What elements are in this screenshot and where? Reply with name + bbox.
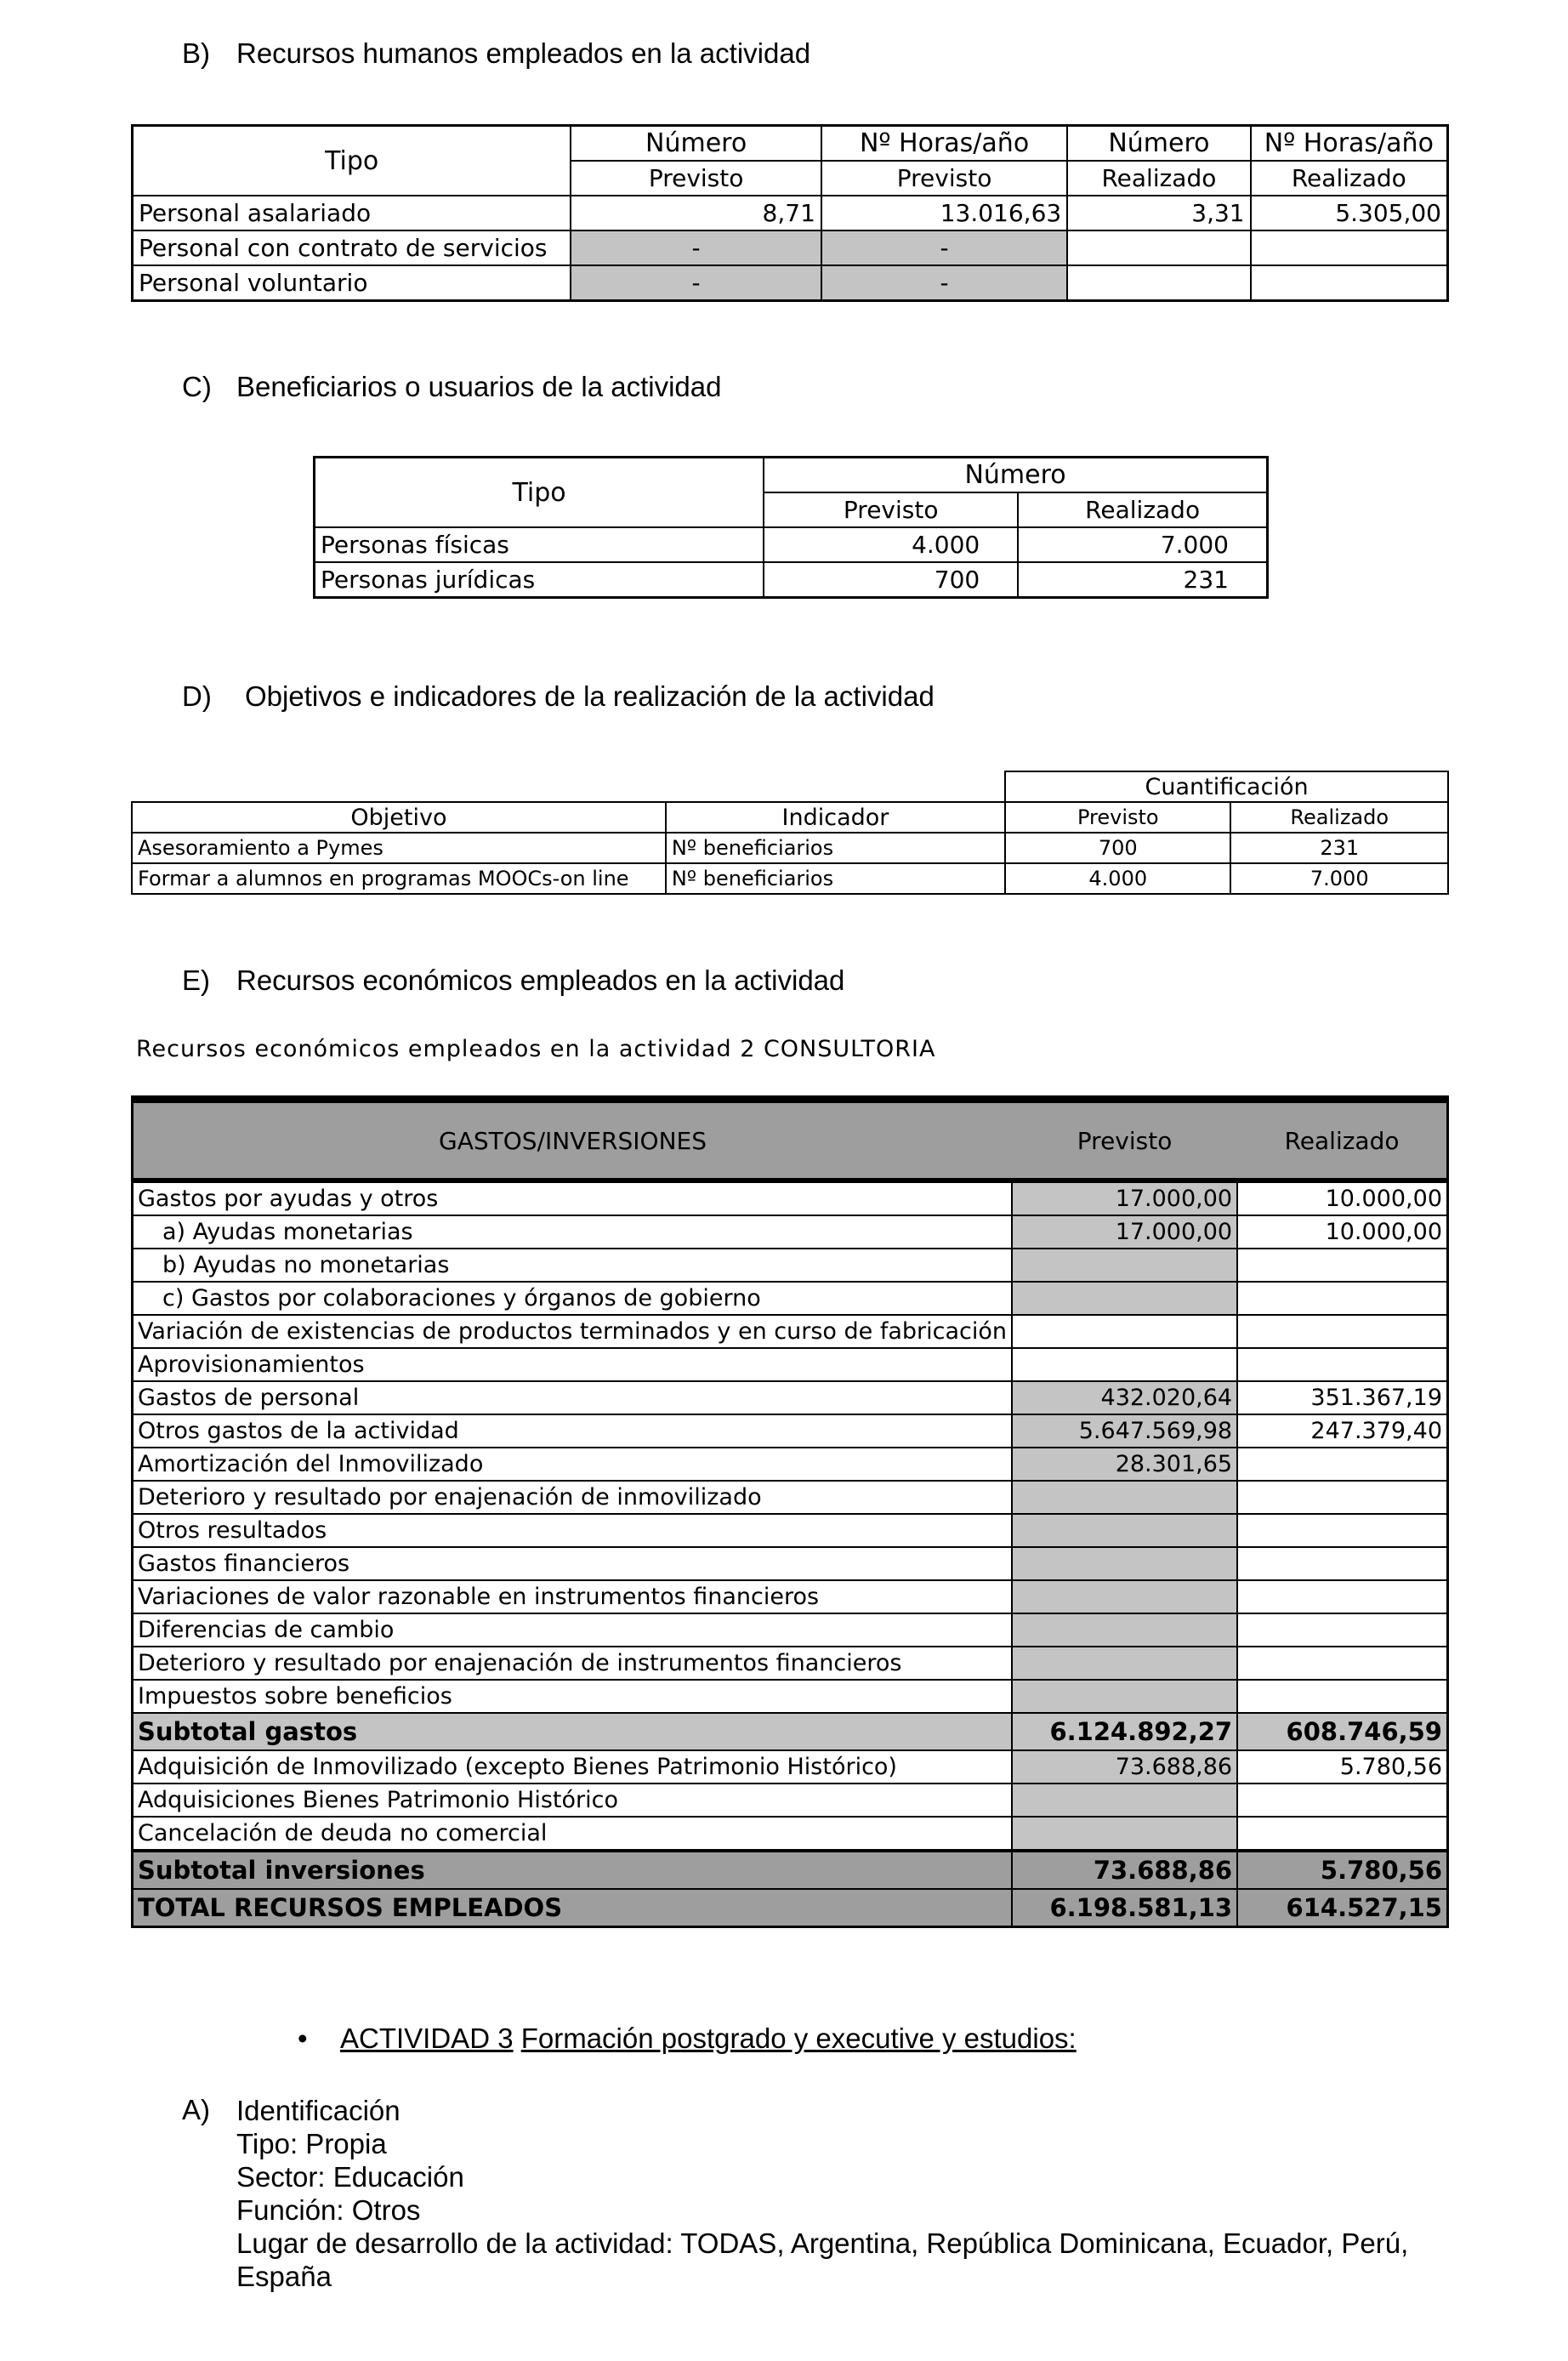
cell-realizado: [1237, 1817, 1447, 1851]
subheader: Previsto: [821, 161, 1067, 196]
header-realizado: Realizado: [1237, 1102, 1447, 1179]
cell-previsto: [1012, 1784, 1237, 1817]
header-tipo: Tipo: [133, 126, 571, 196]
objetivo-cell: Formar a alumnos en programas MOOCs-on line: [132, 863, 666, 894]
cell-previsto: [1012, 1514, 1237, 1547]
row-label: Gastos financieros: [133, 1547, 1013, 1580]
row-label: a) Ayudas monetarias: [133, 1215, 1013, 1249]
total-previsto: 6.198.581,13: [1012, 1889, 1237, 1927]
section-b-letter: B): [182, 37, 210, 69]
table-row: [133, 1750, 1448, 1784]
total-row: [133, 1889, 1448, 1927]
section-b-title: Recursos humanos empleados en la actividad: [236, 37, 811, 69]
table-row: [133, 265, 1448, 301]
cell-value: 700: [764, 562, 1018, 598]
header-tipo: Tipo: [315, 458, 764, 528]
cell-realizado: 5.780,56: [1237, 1750, 1447, 1784]
table-row: [133, 1414, 1448, 1448]
cell-value: [1251, 265, 1448, 301]
header-numero-previsto: Número: [571, 126, 821, 162]
cell-previsto: [1012, 1613, 1237, 1647]
header-numero-realizado: Número: [1067, 126, 1250, 162]
cell-realizado: [1237, 1448, 1447, 1481]
row-label: Deterioro y resultado por enajenación de inmovilizado: [133, 1481, 1013, 1514]
empty-cell: [666, 771, 1005, 802]
row-label: Cancelación de deuda no comercial: [133, 1817, 1013, 1851]
cell-previsto: [1012, 1647, 1237, 1680]
table-row: [133, 1613, 1448, 1647]
actividad-3-title: Formación postgrado y executive y estudios:: [520, 2022, 1077, 2054]
section-a-block: [236, 2094, 1408, 2293]
lugar-line-cont: España: [236, 2261, 332, 2292]
cell-realizado: [1237, 1348, 1447, 1381]
header-horas-previsto: Nº Horas/año: [821, 126, 1067, 162]
indicador-cell: Nº beneficiarios: [666, 863, 1005, 894]
row-label: c) Gastos por colaboraciones y órganos de gobierno: [133, 1282, 1013, 1315]
header-horas-realizado: Nº Horas/año: [1251, 126, 1448, 162]
table-row: [133, 1381, 1448, 1414]
cell-realizado: [1237, 1282, 1447, 1315]
cell-value: 13.016,63: [821, 196, 1067, 230]
header-indicador: Indicador: [666, 802, 1005, 833]
cell-realizado: [1237, 1580, 1447, 1613]
cell-value: 7.000: [1230, 863, 1448, 894]
cell-realizado: 351.367,19: [1237, 1381, 1447, 1414]
section-c-title: Beneficiarios o usuarios de la actividad: [236, 371, 722, 402]
row-label: Otros resultados: [133, 1514, 1013, 1547]
table-row: [133, 196, 1448, 230]
section-d-title: Objetivos e indicadores de la realización de la actividad: [245, 680, 935, 712]
row-label: Deterioro y resultado por enajenación de instrumentos financieros: [133, 1647, 1013, 1680]
table-row: [133, 1282, 1448, 1315]
human-resources-table: [131, 124, 1449, 302]
header-gastos: GASTOS/INVERSIONES: [133, 1102, 1013, 1179]
cell-value: -: [571, 230, 821, 265]
cell-previsto: 17.000,00: [1012, 1182, 1237, 1215]
table-row: [133, 1348, 1448, 1381]
empty-cell: [132, 771, 666, 802]
subtotal-gastos-label: Subtotal gastos: [133, 1713, 1013, 1750]
actividad-3-line: [298, 2022, 1077, 2055]
cell-value: [1067, 230, 1250, 265]
identificacion-line: Identificación: [236, 2095, 401, 2126]
cell-previsto: [1012, 1249, 1237, 1282]
row-label: Gastos de personal: [133, 1381, 1013, 1414]
cell-value: 4.000: [1005, 863, 1230, 894]
cell-realizado: 10.000,00: [1237, 1182, 1447, 1215]
row-label: Aprovisionamientos: [133, 1348, 1013, 1381]
cell-previsto: 73.688,86: [1012, 1750, 1237, 1784]
cell-value: [1067, 265, 1250, 301]
section-c-heading: [182, 371, 722, 403]
cell-value: 3,31: [1067, 196, 1250, 230]
row-label: Variación de existencias de productos terminados y en curso de fabricación: [133, 1315, 1013, 1348]
cell-previsto: 5.647.569,98: [1012, 1414, 1237, 1448]
funcion-line: Función: Otros: [236, 2194, 421, 2226]
cell-previsto: [1012, 1547, 1237, 1580]
cell-previsto: [1012, 1580, 1237, 1613]
total-label: TOTAL RECURSOS EMPLEADOS: [133, 1889, 1013, 1927]
actividad-3-label: ACTIVIDAD 3: [340, 2022, 514, 2054]
cell-value: [1251, 230, 1448, 265]
table-row: [133, 1547, 1448, 1580]
section-d-letter: D): [182, 680, 212, 712]
subtotal-inversiones-previsto: 73.688,86: [1012, 1851, 1237, 1889]
cell-previsto: [1012, 1282, 1237, 1315]
row-label: Amortización del Inmovilizado: [133, 1448, 1013, 1481]
row-label: Gastos por ayudas y otros: [133, 1182, 1013, 1215]
table-row: [133, 1647, 1448, 1680]
table-e-title: Recursos económicos empleados en la actividad 2 CONSULTORIA: [136, 1036, 936, 1062]
row-label: b) Ayudas no monetarias: [133, 1249, 1013, 1282]
cell-realizado: [1237, 1613, 1447, 1647]
cell-realizado: [1237, 1547, 1447, 1580]
cell-previsto: 432.020,64: [1012, 1381, 1237, 1414]
economic-resources-table: [131, 1101, 1449, 1928]
subtotal-gastos-previsto: 6.124.892,27: [1012, 1713, 1237, 1750]
subheader: Previsto: [571, 161, 821, 196]
table-row: [133, 1315, 1448, 1348]
row-label: Personas jurídicas: [315, 562, 764, 598]
cell-value: 700: [1005, 833, 1230, 863]
cell-previsto: 28.301,65: [1012, 1448, 1237, 1481]
table-row: [133, 1580, 1448, 1613]
row-label: Personal con contrato de servicios: [133, 230, 571, 265]
cell-realizado: [1237, 1784, 1447, 1817]
section-e-title: Recursos económicos empleados en la actividad: [236, 964, 845, 996]
section-e-heading: [182, 964, 844, 997]
header-numero: Número: [764, 458, 1267, 493]
cell-previsto: [1012, 1680, 1237, 1713]
table-row: [315, 562, 1268, 598]
section-c-letter: C): [182, 371, 212, 402]
subheader: Realizado: [1067, 161, 1250, 196]
row-label: Impuestos sobre beneficios: [133, 1680, 1013, 1713]
cell-realizado: [1237, 1680, 1447, 1713]
subheader: Realizado: [1230, 802, 1448, 833]
cell-realizado: 247.379,40: [1237, 1414, 1447, 1448]
cell-previsto: [1012, 1348, 1237, 1381]
section-d-heading: [182, 680, 935, 713]
cell-realizado: 10.000,00: [1237, 1215, 1447, 1249]
cell-realizado: [1237, 1481, 1447, 1514]
header-previsto: Previsto: [1012, 1102, 1237, 1179]
cell-value: 4.000: [764, 527, 1018, 562]
subheader: Previsto: [764, 492, 1018, 527]
cell-value: -: [821, 265, 1067, 301]
cell-realizado: [1237, 1249, 1447, 1282]
table-row: [315, 527, 1268, 562]
table-row: [133, 1680, 1448, 1713]
bullet-icon: •: [298, 2022, 308, 2054]
table-row: [133, 1817, 1448, 1851]
objectives-table: [131, 771, 1449, 895]
header-objetivo: Objetivo: [132, 802, 666, 833]
subtotal-inversiones-realizado: 5.780,56: [1237, 1851, 1447, 1889]
row-label: Personas físicas: [315, 527, 764, 562]
subtotal-inversiones-label: Subtotal inversiones: [133, 1851, 1013, 1889]
table-row: [133, 1481, 1448, 1514]
row-label: Diferencias de cambio: [133, 1613, 1013, 1647]
section-b-heading: [182, 37, 810, 70]
cell-value: 7.000: [1018, 527, 1267, 562]
row-label: Adquisición de Inmovilizado (excepto Bienes Patrimonio Histórico): [133, 1750, 1013, 1784]
cell-realizado: [1237, 1315, 1447, 1348]
table-row: [133, 1784, 1448, 1817]
table-row: [132, 863, 1448, 894]
indicador-cell: Nº beneficiarios: [666, 833, 1005, 863]
subtotal-gastos-realizado: 608.746,59: [1237, 1713, 1447, 1750]
subtotal-gastos-row: [133, 1713, 1448, 1750]
subheader: Realizado: [1018, 492, 1267, 527]
table-row: [133, 1182, 1448, 1215]
beneficiaries-table: [313, 456, 1269, 599]
cell-previsto: 17.000,00: [1012, 1215, 1237, 1249]
cell-realizado: [1237, 1647, 1447, 1680]
row-label: Personal asalariado: [133, 196, 571, 230]
table-row: [132, 833, 1448, 863]
total-realizado: 614.527,15: [1237, 1889, 1447, 1927]
subtotal-inversiones-row: [133, 1851, 1448, 1889]
row-label: Variaciones de valor razonable en instrumentos financieros: [133, 1580, 1013, 1613]
section-a-letter: A): [182, 2094, 210, 2125]
table-row: [133, 1448, 1448, 1481]
cell-value: 231: [1230, 833, 1448, 863]
cell-value: 231: [1018, 562, 1267, 598]
section-e-letter: E): [182, 964, 210, 996]
cell-previsto: [1012, 1817, 1237, 1851]
cell-value: -: [821, 230, 1067, 265]
subheader: Previsto: [1005, 802, 1230, 833]
sector-line: Sector: Educación: [236, 2161, 464, 2193]
cell-realizado: [1237, 1514, 1447, 1547]
cell-value: 5.305,00: [1251, 196, 1448, 230]
lugar-line: Lugar de desarrollo de la actividad: TODAS, Argentina, República Dominicana, Ecuador, Perú,: [236, 2227, 1409, 2259]
cell-value: -: [571, 265, 821, 301]
objetivo-cell: Asesoramiento a Pymes: [132, 833, 666, 863]
row-label: Adquisiciones Bienes Patrimonio Histórico: [133, 1784, 1013, 1817]
cell-previsto: [1012, 1481, 1237, 1514]
table-row: [133, 1514, 1448, 1547]
tipo-line: Tipo: Propia: [236, 2128, 387, 2159]
table-row: [133, 230, 1448, 265]
cell-value: 8,71: [571, 196, 821, 230]
row-label: Otros gastos de la actividad: [133, 1414, 1013, 1448]
cell-previsto: [1012, 1315, 1237, 1348]
row-label: Personal voluntario: [133, 265, 571, 301]
table-row: [133, 1249, 1448, 1282]
subheader: Realizado: [1251, 161, 1448, 196]
header-cuantificacion: Cuantificación: [1005, 771, 1448, 802]
table-row: [133, 1215, 1448, 1249]
